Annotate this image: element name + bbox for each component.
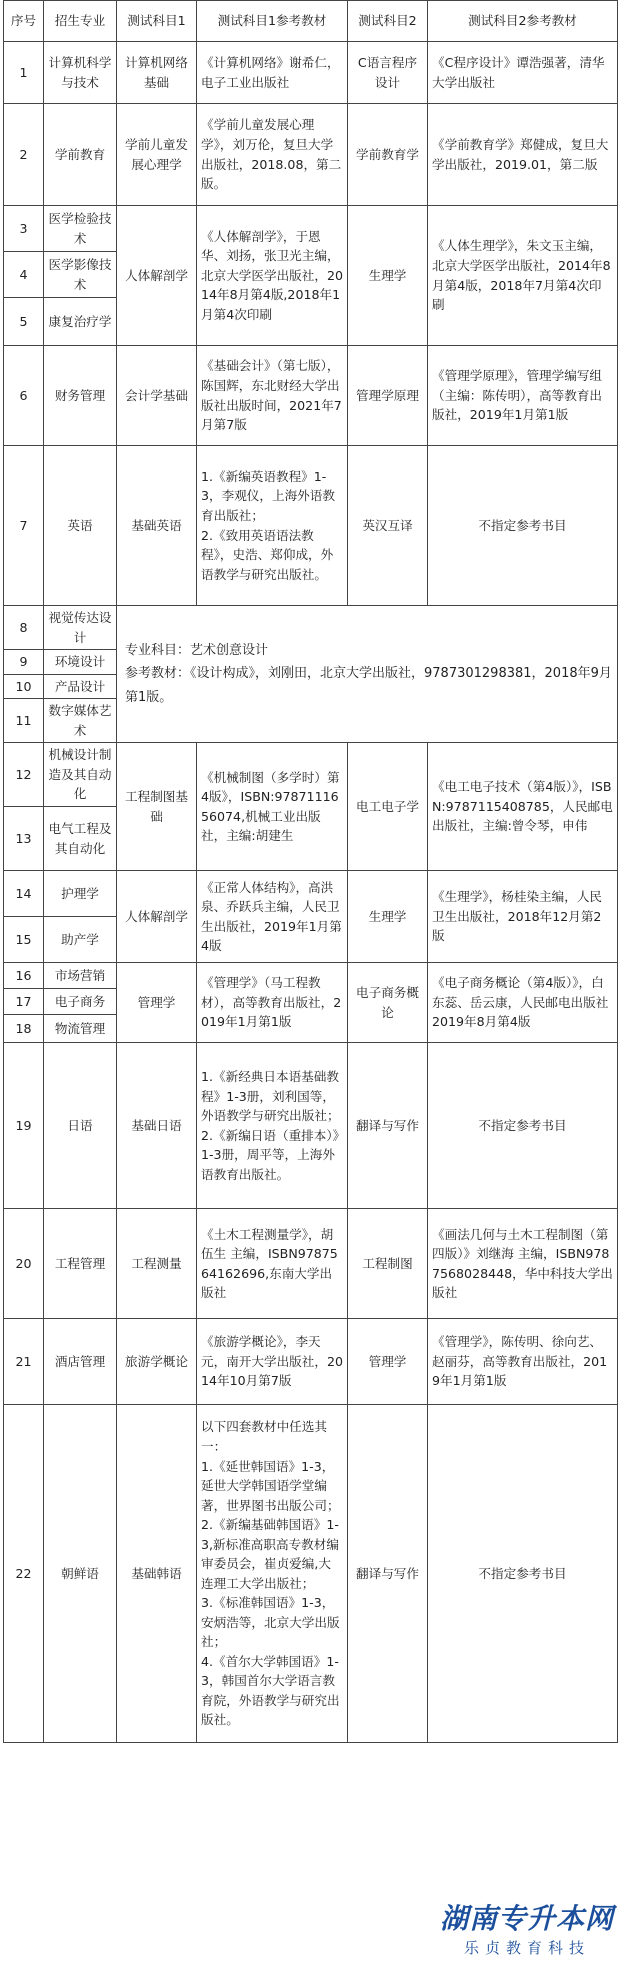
row-subject1: 人体解剖学 (117, 206, 197, 346)
row-major: 电气工程及其自动化 (44, 807, 117, 871)
row-major: 英语 (44, 446, 117, 606)
row-major: 酒店管理 (44, 1319, 117, 1405)
table-row (4, 104, 618, 206)
row-book2: 《管理学原理》，管理学编写组（主编：陈传明），高等教育出版社，2019年1月第1版 (428, 346, 618, 446)
watermark-title: 湖南专升本网 (439, 1902, 614, 1935)
table-row (4, 743, 618, 807)
row-book1: 《人体解剖学》，于恩华、刘扬，张卫光主编，北京大学医学出版社，2014年8月第4版,2018年1月第4次印刷 (197, 206, 348, 346)
row-subject1: 旅游学概论 (117, 1319, 197, 1405)
row-no: 12 (4, 743, 44, 807)
row-subject1: 基础英语 (117, 446, 197, 606)
row-no: 11 (4, 699, 44, 743)
watermark-subtitle: 乐贞教育科技 (463, 1939, 590, 1957)
row-book1: 《基础会计》（第七版），陈国辉，东北财经大学出版社出版时间，2021年7月第7版 (197, 346, 348, 446)
table-row (4, 1209, 618, 1319)
row-major: 护理学 (44, 871, 117, 917)
row-book2: 《人体生理学》，朱文玉主编，北京大学医学出版社，2014年8月第4版，2018年7月第4次印刷 (428, 206, 618, 346)
row-major: 日语 (44, 1043, 117, 1209)
row-subject2: 电工电子学 (348, 743, 428, 871)
row-book2: 《管理学》，陈传明、徐向艺、赵丽芬，高等教育出版社，2019年1月第1版 (428, 1319, 618, 1405)
header-book2: 测试科目2参考教材 (428, 1, 618, 42)
table-row (4, 42, 618, 104)
row-subject1: 会计学基础 (117, 346, 197, 446)
row-no: 3 (4, 206, 44, 252)
row-subject1: 学前儿童发展心理学 (117, 104, 197, 206)
row-book2: 不指定参考书目 (428, 1405, 618, 1743)
table-row (4, 1405, 618, 1743)
row-major: 电子商务 (44, 989, 117, 1015)
row-major: 工程管理 (44, 1209, 117, 1319)
row-no: 5 (4, 298, 44, 346)
row-subject2: 生理学 (348, 871, 428, 963)
row-book2: 《电工电子技术（第4版）》，ISBN:9787115408785，人民邮电出版社，主编:曾令琴，申伟 (428, 743, 618, 871)
row-major: 机械设计制造及其自动化 (44, 743, 117, 807)
row-subject1: 基础日语 (117, 1043, 197, 1209)
table-row (4, 346, 618, 446)
row-no: 15 (4, 917, 44, 963)
row-no: 2 (4, 104, 44, 206)
row-no: 21 (4, 1319, 44, 1405)
row-no: 8 (4, 606, 44, 650)
art-merged-cell: 专业科目：艺术创意设计 参考教材：《设计构成》，刘刚田，北京大学出版社，9787301298381，2018年9月第1版。 (117, 606, 618, 743)
row-subject2: 电子商务概论 (348, 963, 428, 1043)
row-major: 医学影像技术 (44, 252, 117, 298)
row-no: 20 (4, 1209, 44, 1319)
row-major: 财务管理 (44, 346, 117, 446)
row-subject2: 翻译与写作 (348, 1043, 428, 1209)
row-subject2: 学前教育学 (348, 104, 428, 206)
row-subject1: 工程制图基础 (117, 743, 197, 871)
row-subject1: 计算机网络基础 (117, 42, 197, 104)
row-book1: 《管理学》（马工程教材），高等教育出版社，2019年1月第1版 (197, 963, 348, 1043)
row-no: 9 (4, 650, 44, 675)
table-row (4, 963, 618, 989)
table-row (4, 1043, 618, 1209)
header-subject2: 测试科目2 (348, 1, 428, 42)
table-row (4, 1319, 618, 1405)
header-major: 招生专业 (44, 1, 117, 42)
row-no: 17 (4, 989, 44, 1015)
row-book2: 《C程序设计》谭浩强著，清华大学出版社 (428, 42, 618, 104)
row-book2: 不指定参考书目 (428, 446, 618, 606)
row-book1: 以下四套教材中任选其一： 1.《延世韩国语》1-3，延世大学韩国语学堂编著，世界图书出版公司； 2.《新编基础韩国语》1-3,新标准高职高专教材编审委员会，崔贞爱编,大连理工大学出版社； 3.《标准韩国语》1-3，安炳浩等，北京大学出版社； 4.《首尔大学韩国语》1-3，韩国首尔大学语言教育院，外语教学与研究出版社。 (197, 1405, 348, 1743)
row-major: 助产学 (44, 917, 117, 963)
row-no: 6 (4, 346, 44, 446)
exam-reference-table (3, 0, 618, 1743)
row-subject1: 管理学 (117, 963, 197, 1043)
row-major: 康复治疗学 (44, 298, 117, 346)
row-no: 7 (4, 446, 44, 606)
row-no: 16 (4, 963, 44, 989)
row-major: 视觉传达设计 (44, 606, 117, 650)
row-book2: 《画法几何与土木工程制图（第四版）》刘继海 主编，ISBN9787568028448，华中科技大学出版社 (428, 1209, 618, 1319)
row-major: 计算机科学与技术 (44, 42, 117, 104)
row-subject1: 工程测量 (117, 1209, 197, 1319)
row-no: 19 (4, 1043, 44, 1209)
row-subject1: 人体解剖学 (117, 871, 197, 963)
row-no: 22 (4, 1405, 44, 1743)
table-row (4, 206, 618, 252)
row-subject2: 生理学 (348, 206, 428, 346)
row-subject2: 工程制图 (348, 1209, 428, 1319)
row-no: 10 (4, 674, 44, 699)
header-subject1: 测试科目1 (117, 1, 197, 42)
row-major: 数字媒体艺术 (44, 699, 117, 743)
watermark-logo (440, 1897, 614, 1958)
row-book1: 《计算机网络》谢希仁，电子工业出版社 (197, 42, 348, 104)
row-book2: 不指定参考书目 (428, 1043, 618, 1209)
row-subject1: 基础韩语 (117, 1405, 197, 1743)
row-book2: 《学前教育学》郑健成，复旦大学出版社，2019.01，第二版 (428, 104, 618, 206)
row-no: 13 (4, 807, 44, 871)
row-major: 朝鲜语 (44, 1405, 117, 1743)
row-book1: 《土木工程测量学》，胡伍生 主编，ISBN9787564162696,东南大学出版社 (197, 1209, 348, 1319)
row-book1: 《学前儿童发展心理学》，刘万伦，复旦大学出版社，2018.08，第二版。 (197, 104, 348, 206)
row-no: 14 (4, 871, 44, 917)
table-row (4, 606, 618, 650)
row-book1: 1.《新编英语教程》1-3，李观仪，上海外语教育出版社； 2.《致用英语语法教程》，史浩、郑仰成，外语教学与研究出版社。 (197, 446, 348, 606)
row-major: 物流管理 (44, 1015, 117, 1043)
row-book1: 《旅游学概论》，李天元，南开大学出版社，2014年10月第7版 (197, 1319, 348, 1405)
row-subject2: C语言程序设计 (348, 42, 428, 104)
row-major: 医学检验技术 (44, 206, 117, 252)
header-book1: 测试科目1参考教材 (197, 1, 348, 42)
row-major: 环境设计 (44, 650, 117, 675)
row-no: 18 (4, 1015, 44, 1043)
row-subject2: 英汉互译 (348, 446, 428, 606)
row-major: 市场营销 (44, 963, 117, 989)
row-book1: 1.《新经典日本语基础教程》1-3册，刘利国等，外语教学与研究出版社； 2.《新编日语（重排本）》1-3册，周平等，上海外语教育出版社。 (197, 1043, 348, 1209)
row-book2: 《生理学》，杨桂染主编，人民卫生出版社，2018年12月第2版 (428, 871, 618, 963)
row-subject2: 管理学 (348, 1319, 428, 1405)
table-row (4, 446, 618, 606)
row-subject2: 管理学原理 (348, 346, 428, 446)
header-no: 序号 (4, 1, 44, 42)
row-major: 学前教育 (44, 104, 117, 206)
table-header-row (4, 1, 618, 42)
row-book1: 《机械制图（多学时）第4版》，ISBN:9787111656074,机械工业出版社，主编:胡建生 (197, 743, 348, 871)
row-major: 产品设计 (44, 674, 117, 699)
row-book2: 《电子商务概论（第4版）》，白东蕊、岳云康，人民邮电出版社2019年8月第4版 (428, 963, 618, 1043)
table-row (4, 871, 618, 917)
row-no: 1 (4, 42, 44, 104)
row-book1: 《正常人体结构》，高洪泉、乔跃兵主编，人民卫生出版社，2019年1月第4版 (197, 871, 348, 963)
row-subject2: 翻译与写作 (348, 1405, 428, 1743)
row-no: 4 (4, 252, 44, 298)
